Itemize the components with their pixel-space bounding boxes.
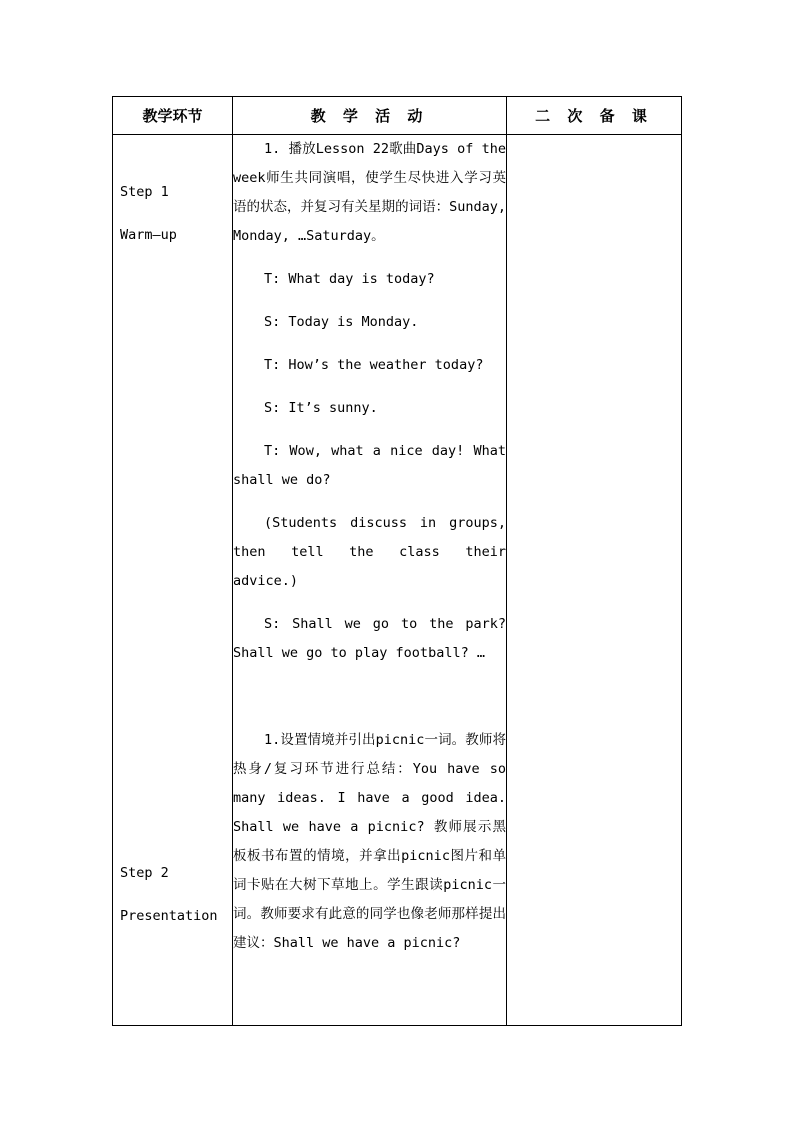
dialogue-line: S: Today is Monday. — [264, 314, 419, 330]
step2-name: Presentation — [120, 908, 218, 924]
header-second-preparation: 二 次 备 课 — [507, 97, 682, 135]
group-discussion-note: (Students discuss in groups, then tell the class their advice.) — [233, 515, 506, 589]
dialogue-line: S: Shall we go to the park? Shall we go to play football? … — [233, 616, 506, 661]
step1-name: Warm—up — [120, 227, 177, 243]
dialogue-line: T: What day is today? — [264, 271, 435, 287]
step2-label: Step 2 — [120, 865, 169, 881]
step2-activity-intro: 1.设置情境并引出picnic一词。教师将热身/复习环节进行总结：You have so many ideas. I have a good idea. Shall we have a picnic? 教师展示黑板板书布置的情境，并拿出picnic图片和单词卡贴在大树下草地上。学生跟读picnic一词。教师要求有此意的同学也像老师那样提出建议：Shall we have a picnic? — [233, 732, 506, 951]
header-teaching-stage: 教学环节 — [113, 97, 233, 135]
table-header-row — [113, 97, 682, 135]
dialogue-line: S: It’s sunny. — [264, 400, 378, 416]
step1-activity-intro: 1. 播放Lesson 22歌曲Days of the week师生共同演唱，使学生尽快进入学习英语的状态，并复习有关星期的词语：Sunday, Monday, …Saturday。 — [233, 141, 506, 244]
lesson-plan-table — [112, 96, 682, 1026]
step1-label: Step 1 — [120, 184, 169, 200]
stage-cell — [113, 135, 233, 1026]
second-preparation-cell — [507, 135, 682, 1026]
dialogue-line: T: Wow, what a nice day! What shall we do? — [233, 443, 506, 488]
activity-cell — [233, 135, 507, 1026]
table-body-row — [113, 135, 682, 1026]
dialogue-line: T: How’s the weather today? — [264, 357, 484, 373]
header-teaching-activity: 教 学 活 动 — [233, 97, 507, 135]
